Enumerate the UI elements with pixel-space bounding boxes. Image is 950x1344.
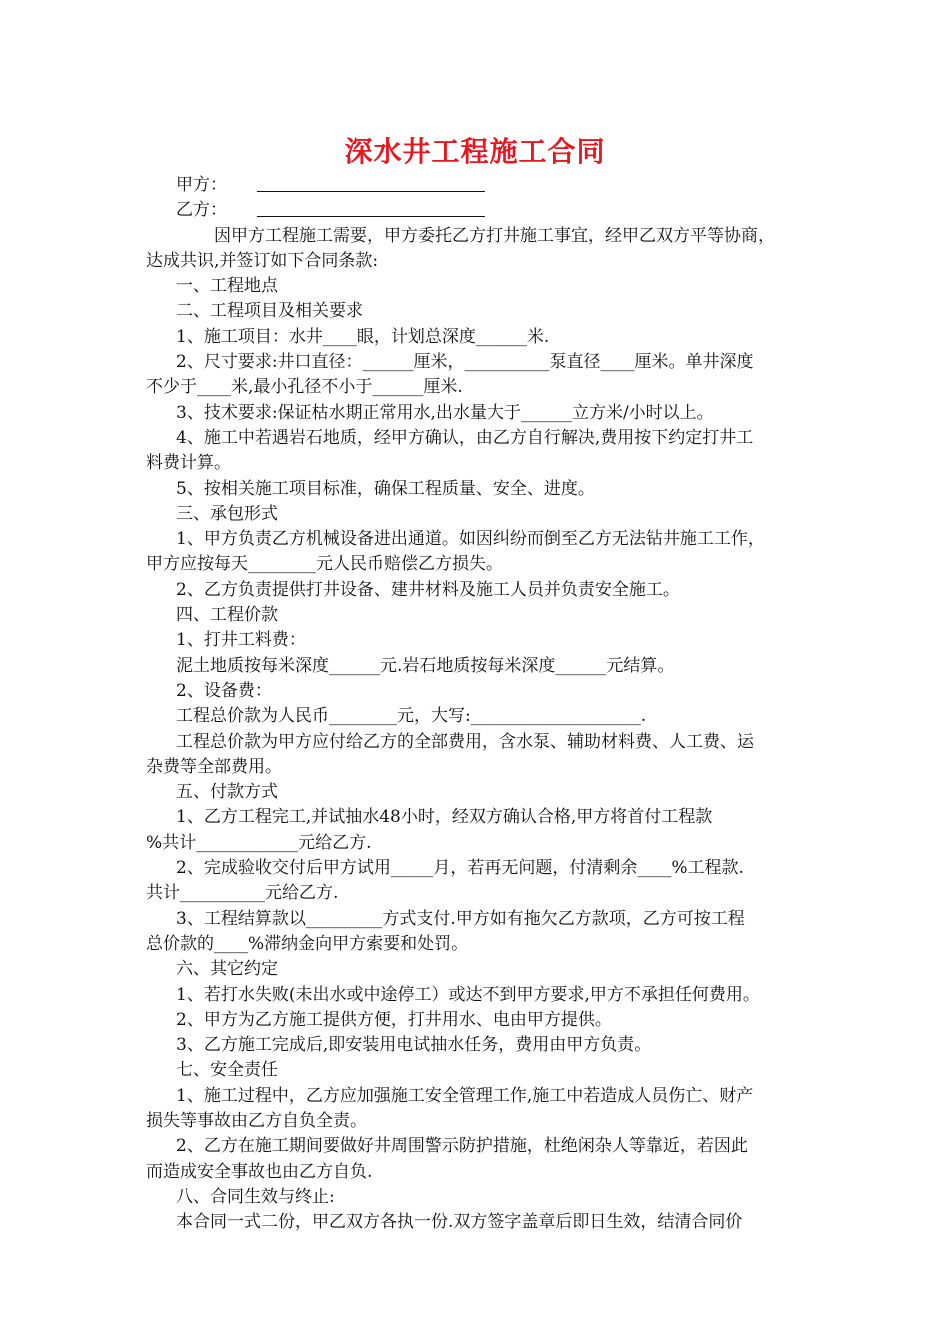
paragraph-line: 本合同一式二份，甲乙双方各执一份.双方签字盖章后即日生效，结清合同价: [176, 1212, 743, 1233]
paragraph-line: 5、按相关施工项目标准，确保工程质量、安全、进度。: [176, 478, 595, 499]
section-heading: 六、其它约定: [176, 959, 278, 980]
section-heading: 一、工程地点: [176, 276, 278, 297]
section-heading: 三、承包形式: [176, 503, 278, 524]
document-body: [146, 173, 836, 1235]
section-heading: 八、合同生效与终止:: [176, 1186, 335, 1207]
paragraph-line: 而造成安全事故也由乙方自负.: [146, 1161, 373, 1182]
paragraph-line: 1、甲方负责乙方机械设备进出通道。如因纠纷而倒至乙方无法钻井施工工作，: [176, 529, 765, 550]
paragraph-line: 共计__________元给乙方.: [146, 883, 339, 904]
paragraph-line: 2、设备费：: [176, 680, 272, 701]
paragraph-line: 2、乙方在施工期间要做好井周围警示防护措施，杜绝闲杂人等靠近，若因此: [176, 1136, 748, 1157]
paragraph-line: 3、乙方施工完成后,即安装用电试抽水任务，费用由甲方负责。: [176, 1035, 652, 1056]
paragraph-line: 1、打井工料费：: [176, 630, 306, 651]
section-heading: 七、安全责任: [176, 1060, 278, 1081]
section-heading: 二、工程项目及相关要求: [176, 301, 363, 322]
paragraph-line: 2、尺寸要求:井口直径：______厘米，__________泵直径____厘米。单井深度: [176, 352, 754, 373]
paragraph-line: 工程总价款为人民币________元，大写:____________________.: [176, 706, 647, 727]
paragraph-line: %共计____________元给乙方.: [146, 832, 372, 853]
paragraph-line: 3、技术要求:保证枯水期正常用水,出水量大于______立方米/小时以上。: [176, 402, 714, 423]
paragraph-line: 2、完成验收交付后甲方试用_____月，若再无问题，付清剩余____%工程款.: [176, 858, 744, 879]
party-a-line: [146, 173, 836, 198]
paragraph-line: 甲方应按每天________元人民币赔偿乙方损失。: [146, 554, 503, 575]
party-b-line: [146, 198, 836, 223]
party-a-blank[interactable]: [257, 173, 485, 192]
party-a-label: 甲方：: [176, 175, 227, 195]
section-heading: 五、付款方式: [176, 782, 278, 803]
paragraph-line: 泥土地质按每米深度______元.岩石地质按每米深度______元结算。: [176, 655, 675, 676]
paragraph-line: 1、施工过程中，乙方应加强施工安全管理工作,施工中若造成人员伤亡、财产: [176, 1085, 754, 1106]
paragraph-line: 3、工程结算款以_________方式支付.甲方如有拖欠乙方款项，乙方可按工程: [176, 908, 745, 929]
paragraph-line: 总价款的____%滞纳金向甲方索要和处罚。: [146, 933, 469, 954]
paragraph-line: 料费计算。: [146, 453, 231, 474]
paragraph-line: 1、乙方工程完工,并试抽水48小时，经双方确认合格,甲方将首付工程款: [176, 807, 713, 828]
section-heading: 四、工程价款: [176, 605, 278, 626]
document-title: 深水井工程施工合同: [344, 135, 606, 168]
paragraph-line: 1、若打水失败(未出水或中途停工）或达不到甲方要求,甲方不承担任何费用。: [176, 984, 760, 1005]
paragraph-line: 工程总价款为甲方应付给乙方的全部费用，含水泵、辅助材料费、人工费、运: [176, 731, 754, 752]
paragraph-line: 2、乙方负责提供打井设备、建井材料及施工人员并负责安全施工。: [176, 579, 680, 600]
party-b-blank[interactable]: [257, 198, 485, 217]
paragraph-line: 不少于____米,最小孔径不小于______厘米.: [146, 377, 463, 398]
paragraph-line: 2、甲方为乙方施工提供方便，打井用水、电由甲方提供。: [176, 1009, 612, 1030]
paragraph-line: 杂费等全部费用。: [146, 756, 282, 777]
paragraph-line: 损失等事故由乙方自负全责。: [146, 1110, 367, 1131]
paragraph-line: 1、施工项目：水井____眼，计划总深度______米.: [176, 326, 550, 347]
paragraph-line: 达成共识,并签订如下合同条款:: [146, 250, 379, 271]
paragraph-line: 4、施工中若遇岩石地质，经甲方确认，由乙方自行解决,费用按下约定打井工: [176, 427, 754, 448]
party-b-label: 乙方：: [176, 200, 227, 221]
paragraph-line: 因甲方工程施工需要，甲方委托乙方打井施工事宜，经甲乙双方平等协商，: [214, 225, 775, 246]
